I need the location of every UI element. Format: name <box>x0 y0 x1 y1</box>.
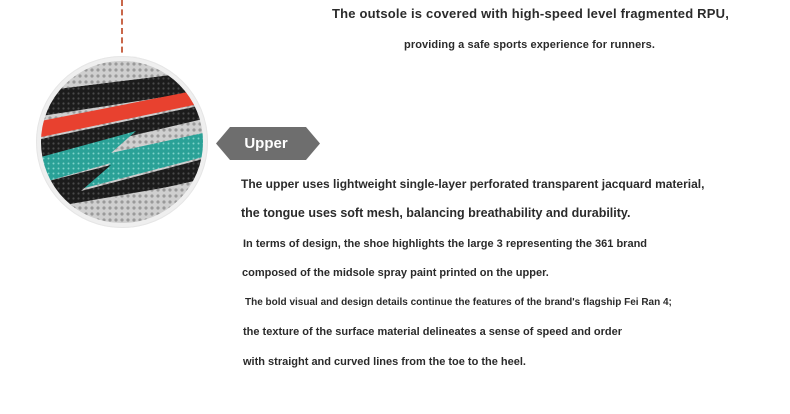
upper-tag-label: Upper <box>244 135 288 152</box>
outsole-description-line-2: providing a safe sports experience for runners. <box>404 39 656 51</box>
upper-description-line-6: the texture of the surface material delineates a sense of speed and order <box>243 326 623 338</box>
upper-description-line-7: with straight and curved lines from the toe to the heel. <box>243 356 526 368</box>
upper-material-closeup-photo <box>41 61 203 223</box>
upper-description-line-1: The upper uses lightweight single-layer perforated transparent jacquard material, <box>241 177 705 191</box>
upper-description-line-3: In terms of design, the shoe highlights the large 3 representing the 361 brand <box>243 238 648 250</box>
dashed-connector-line <box>121 0 123 62</box>
upper-section-tag <box>216 127 320 160</box>
outsole-description-line-1: The outsole is covered with high-speed level fragmented RPU, <box>332 6 730 21</box>
upper-description-line-5: The bold visual and design details continue the features of the brand's flagship Fei Ran 4; <box>245 297 672 308</box>
upper-description-line-2: the tongue uses soft mesh, balancing breathability and durability. <box>241 206 631 220</box>
upper-description-line-4: composed of the midsole spray paint printed on the upper. <box>242 267 549 279</box>
